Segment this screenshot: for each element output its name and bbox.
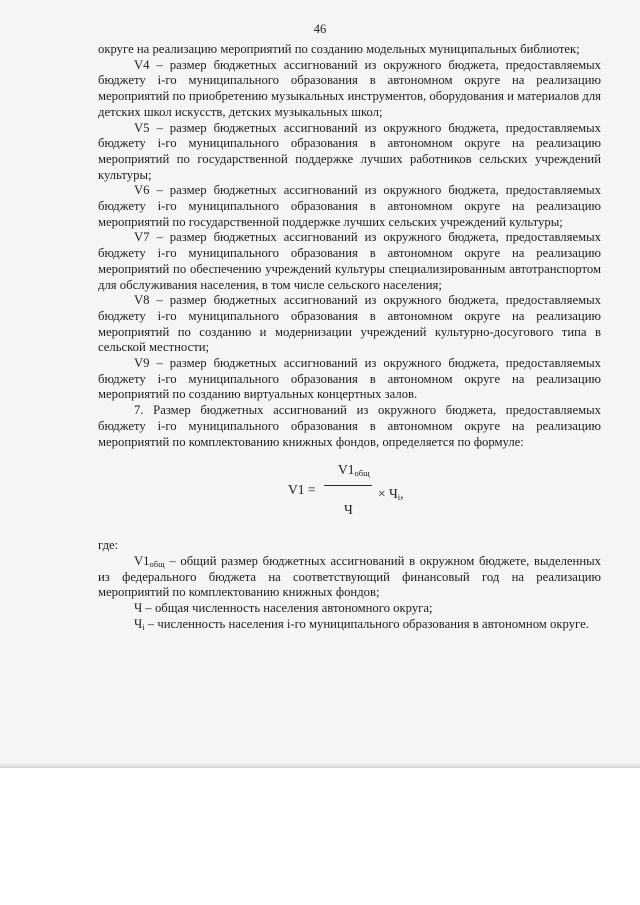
paragraph-continuation: округе на реализацию мероприятий по созданию модельных муниципальных библиотек; [98,42,580,56]
formula-lhs: V1 = [288,482,316,498]
document-body [98,42,601,633]
paragraph-v4: V4 – размер бюджетных ассигнований из окружного бюджета, предоставляемых бюджету i-го муниципального образования в автономном округе на реализацию мероприятий по приобретению музыкальных инструментов, оборудования и материалов для детских школ искусств, детских музыкальных школ; [98,57,601,119]
paragraph-v7: V7 – размер бюджетных ассигнований из окружного бюджета, предоставляемых бюджету i-го муниципального образования в автономном округе на реализацию мероприятий по обеспечению учреждений культуры специализированным автотранспортом для обслуживания населения, в том числе сельского населения; [98,230,601,292]
paragraph-v5: V5 – размер бюджетных ассигнований из окружного бюджета, предоставляемых бюджету i-го муниципального образования в автономном округе на реализацию мероприятий по государственной поддержке лучших работников сельских учреждений культуры; [98,120,601,182]
paragraph-v6: V6 – размер бюджетных ассигнований из окружного бюджета, предоставляемых бюджету i-го муниципального образования в автономном округе на реализацию мероприятий по государственной поддержке лучших сельских учреждений культуры; [98,183,601,229]
definition-ch: Ч – общая численность населения автономного округа; [134,601,433,616]
paragraph-v9: V9 – размер бюджетных ассигнований из окружного бюджета, предоставляемых бюджету i-го муниципального образования в автономном округе на реализацию мероприятий по созданию виртуальных концертных залов. [98,356,601,402]
formula [98,450,601,534]
page-number: 46 [313,22,327,36]
definition-v1: $V1_{общ}$ – общий размер бюджетных ассигнований в окружном бюджете, выделенных из федерального бюджета на соответствующий финансовый год на реализацию мероприятий по комплектованию книжных фондов; [98,553,601,600]
fraction-line [324,485,372,486]
paragraph-item-7: 7. Размер бюджетных ассигнований из окружного бюджета, предоставляемых бюджету i-го муниципального образования в автономном округе на реализацию мероприятий по комплектованию книжных фондов, определяется по формуле: [98,403,601,449]
formula-denominator: Ч [344,502,353,518]
formula-numerator: $V1_{общ}$ [338,462,370,479]
definition-chi: $Ч_i$ – численность населения i-го муниципального образования в автономном округе. [134,616,589,632]
formula-rhs: × $Ч_i$, [378,486,404,503]
paragraph-v8: V8 – размер бюджетных ассигнований из окружного бюджета, предоставляемых бюджету i-го муниципального образования в автономном округе на реализацию мероприятий по созданию и модернизации учреждений культурно-досугового типа в сельской местности; [98,293,601,355]
where-label: где: [98,538,119,553]
